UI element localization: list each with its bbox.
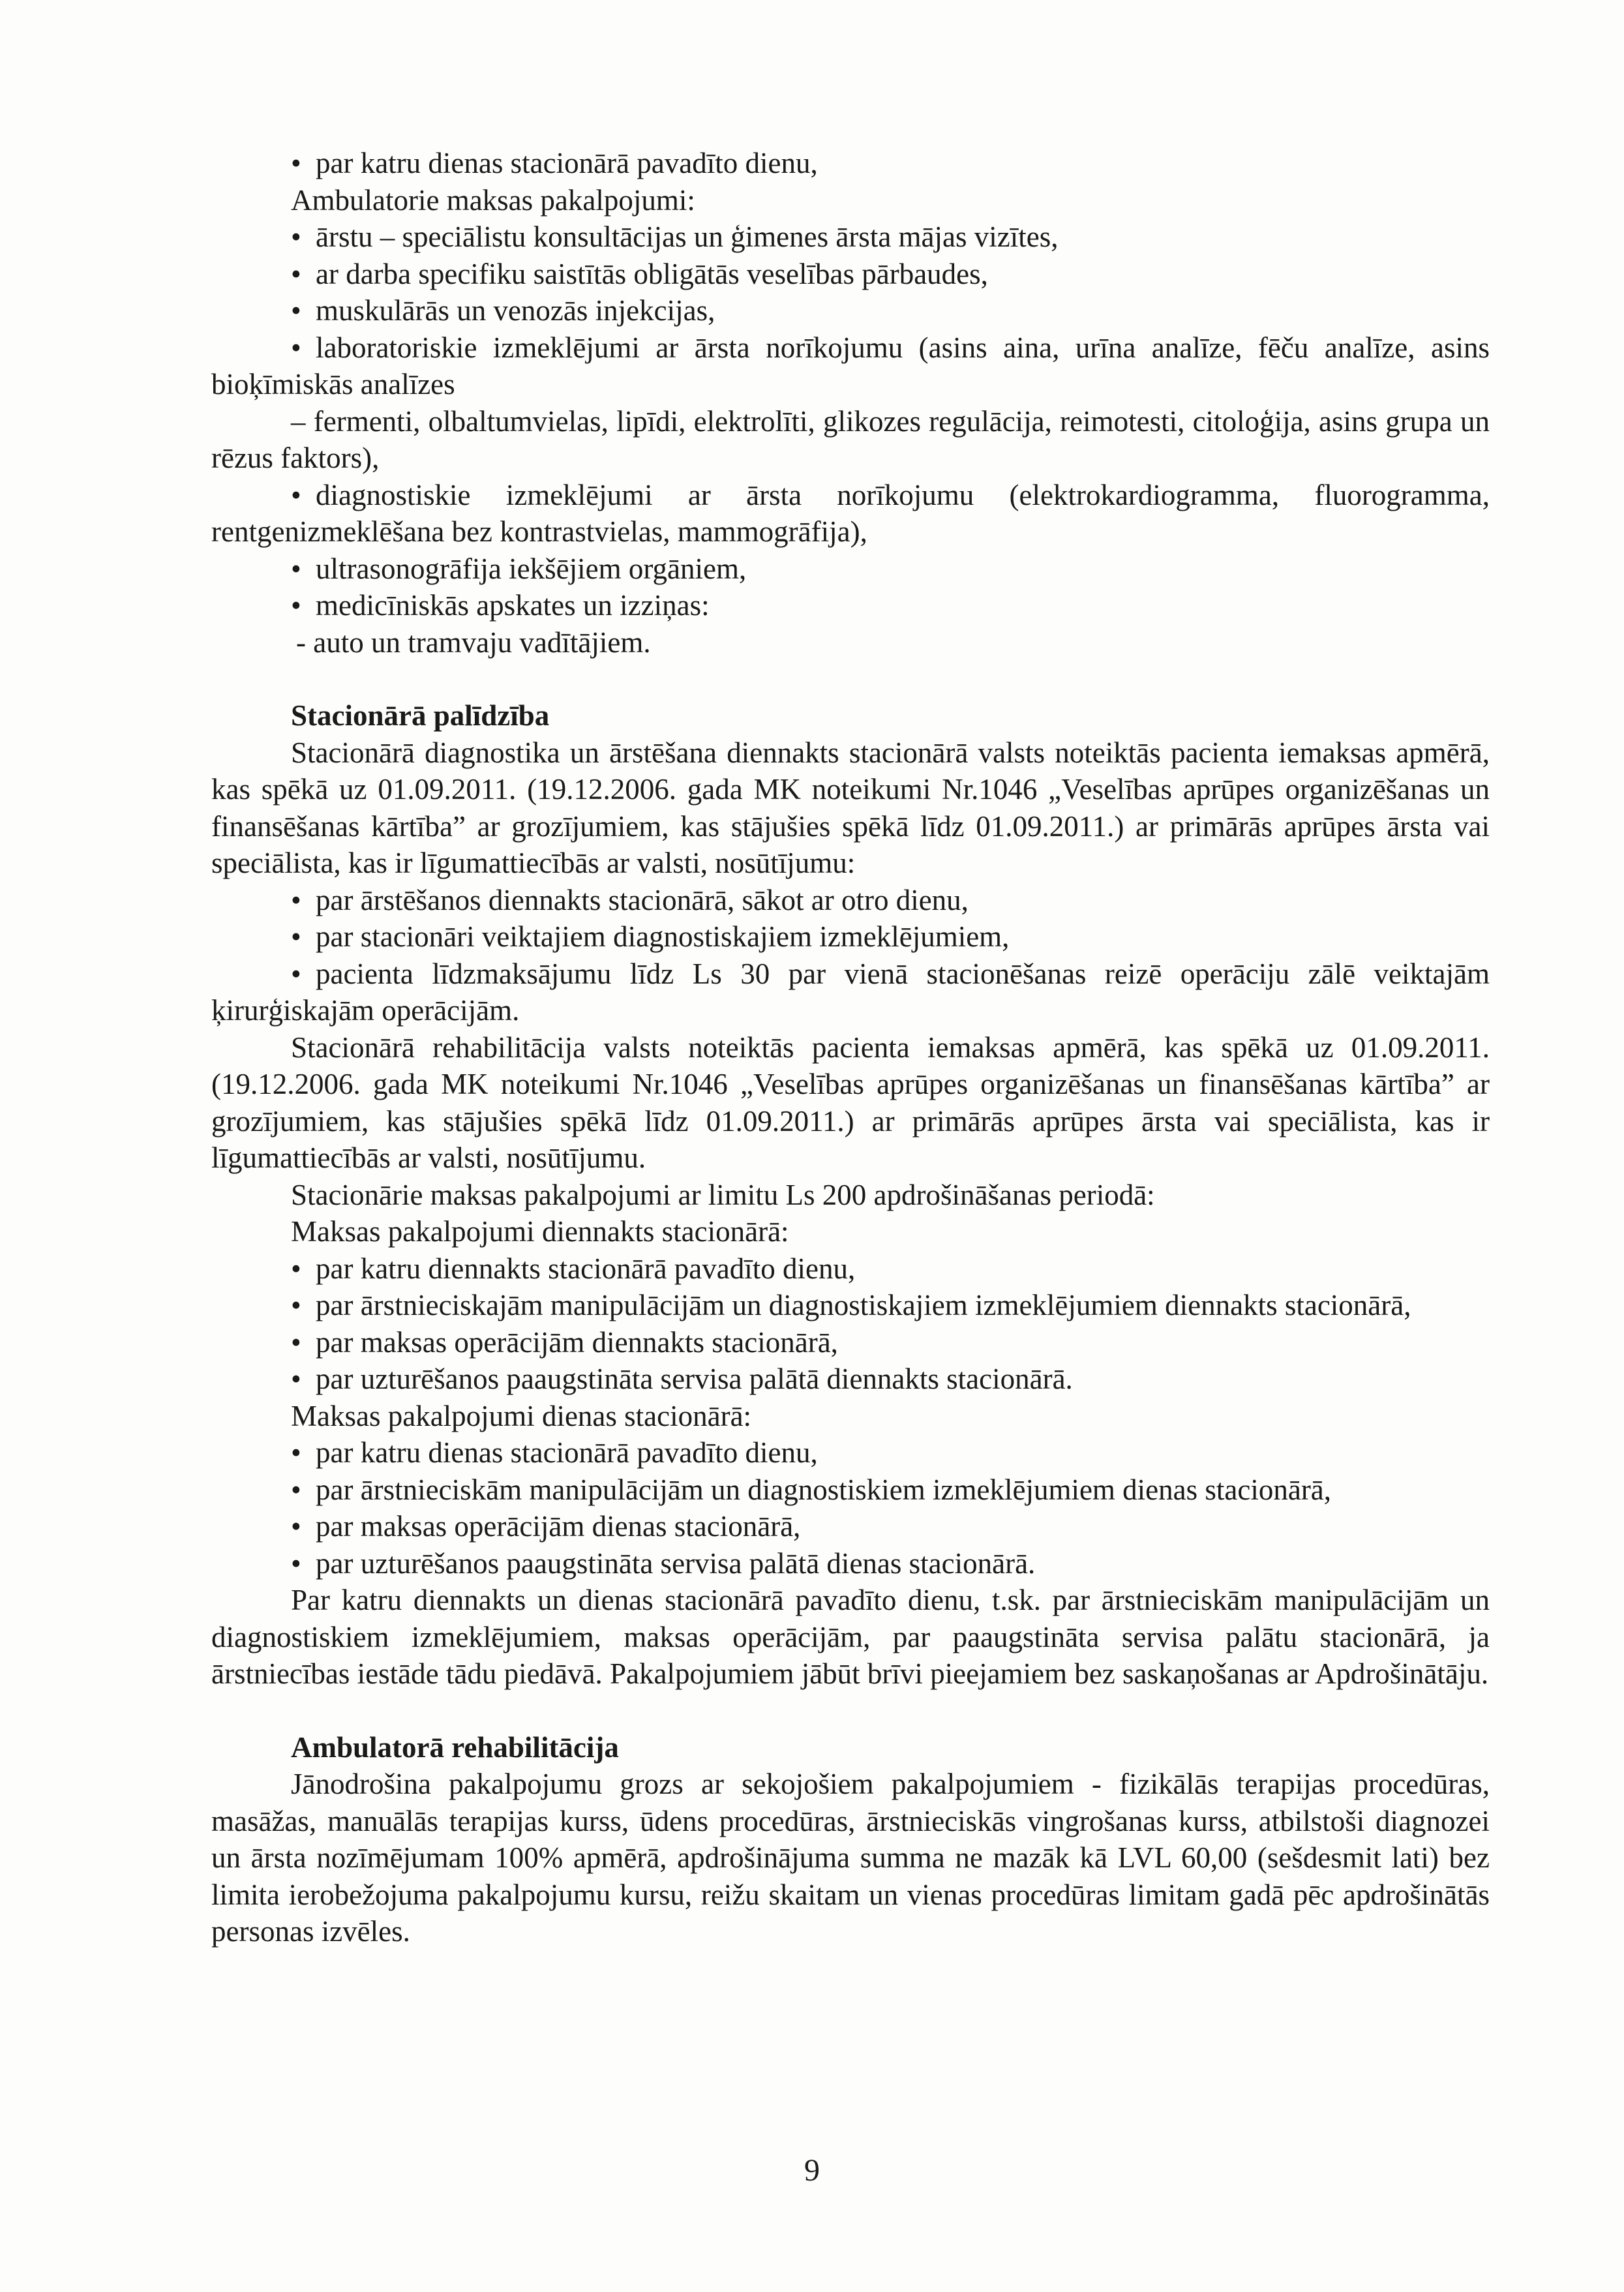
paragraph-label: Maksas pakalpojumi dienas stacionārā: <box>291 1399 752 1432</box>
bullet-item: • muskulārās un venozās injekcijas, <box>211 292 1490 329</box>
paragraph: Jānodrošina pakalpojumu grozs ar sekojošiem pakalpojumiem - fizikālās terapijas procedūras, masāžas, manuālās terapijas kurss, ūdens procedūras, ārstnieciskās vingrošanas kurss, atbilstoši diagnozei un ārsta nozīmējumam 100% apmērā, apdrošinājuma summa ne mazāk kā LVL 60,00 (sešdesmit lati) bez limita ierobežojuma pakalpojumu kursu, reižu skaitam un vienas procedūras limitam gadā pēc apdrošinātās personas izvēles. <box>211 1768 1490 1948</box>
bullet-item: • par uzturēšanos paaugstināta servisa palātā diennakts stacionārā. <box>211 1361 1490 1398</box>
bullet-item: • diagnostiskie izmeklējumi ar ārsta norīkojumu (elektrokardiogramma, fluorogramma, rentgenizmeklēšana bez kontrastvielas, mammogrāfija), <box>211 477 1490 550</box>
bullet-item: • medicīniskās apskates un izziņas: <box>211 587 1490 624</box>
bullet-item: • par ārstnieciskajām manipulācijām un diagnostiskajiem izmeklējumiem diennakts stacionārā, <box>211 1287 1490 1324</box>
section-heading-ambulatora: Ambulatorā rehabilitācija <box>291 1730 619 1764</box>
section-heading-stacionara: Stacionārā palīdzība <box>291 699 550 732</box>
bullet-item: • par katru dienas stacionārā pavadīto dienu, <box>211 145 1490 182</box>
document-body <box>211 145 1490 1950</box>
bullet-item: • pacienta līdzmaksājumu līdz Ls 30 par vienā stacionēšanas reizē operāciju zālē veiktajām ķirurģiskajām operācijām. <box>211 956 1490 1029</box>
paragraph: Stacionārā diagnostika un ārstēšana diennakts stacionārā valsts noteiktās pacienta iemaksas apmērā, kas spēkā uz 01.09.2011. (19.12.2006. gada MK noteikumi Nr.1046 „Veselības aprūpes organizēšanas un finansēšanas kārtība” ar grozījumiem, kas stājušies spēkā līdz 01.09.2011.) ar primārās aprūpes ārsta vai speciālista, kas ir līgumattiecībās ar valsti, nosūtījumu: <box>211 736 1490 879</box>
paragraph-label: Ambulatorie maksas pakalpojumi: <box>291 183 695 217</box>
bullet-item: • par uzturēšanos paaugstināta servisa palātā dienas stacionārā. <box>211 1545 1490 1582</box>
bullet-item: • par maksas operācijām dienas stacionārā, <box>211 1508 1490 1545</box>
bullet-item: • laboratoriskie izmeklējumi ar ārsta norīkojumu (asins aina, urīna analīze, fēču analīze, asins bioķīmiskās analīzes <box>211 329 1490 403</box>
paragraph-label: Maksas pakalpojumi diennakts stacionārā: <box>291 1215 789 1248</box>
bullet-item: • ārstu – speciālistu konsultācijas un ģimenes ārsta mājas vizītes, <box>211 219 1490 256</box>
bullet-item: • par ārstēšanos diennakts stacionārā, sākot ar otro dienu, <box>211 882 1490 919</box>
bullet-item: • ar darba specifiku saistītās obligātās veselības pārbaudes, <box>211 256 1490 293</box>
bullet-item: • par katru dienas stacionārā pavadīto dienu, <box>211 1434 1490 1471</box>
paragraph: Par katru diennakts un dienas stacionārā pavadīto dienu, t.sk. par ārstnieciskām manipulācijām un diagnostiskiem izmeklējumiem, maksas operācijām, par paaugstināta servisa palātu stacionārā, ja ārstniecības iestāde tādu piedāvā. Pakalpojumiem jābūt brīvi pieejamiem bez saskaņošanas ar Apdrošinātāju. <box>211 1584 1490 1690</box>
page-number: 9 <box>804 2153 820 2188</box>
bullet-item: • par stacionāri veiktajiem diagnostiskajiem izmeklējumiem, <box>211 918 1490 956</box>
paragraph-label: Stacionārie maksas pakalpojumi ar limitu Ls 200 apdrošināšanas periodā: <box>291 1178 1155 1211</box>
paragraph: Stacionārā rehabilitācija valsts noteiktās pacienta iemaksas apmērā, kas spēkā uz 01.09.2011. (19.12.2006. gada MK noteikumi Nr.1046 „Veselības aprūpes organizēšanas un finansēšanas kārtība” ar grozījumiem, kas stājušies spēkā līdz 01.09.2011.) ar primārās aprūpes ārsta vai speciālista, kas ir līgumattiecībās ar valsti, nosūtījumu. <box>211 1031 1490 1174</box>
paragraph-continuation: – fermenti, olbaltumvielas, lipīdi, elektrolīti, glikozes regulācija, reimotesti, citoloģija, asins grupa un rēzus faktors), <box>211 404 1490 474</box>
bullet-item: • ultrasonogrāfija iekšējiem orgāniem, <box>211 550 1490 588</box>
sub-item: - auto un tramvaju vadītājiem. <box>296 626 651 659</box>
bullet-item: • par katru diennakts stacionārā pavadīto dienu, <box>211 1250 1490 1288</box>
bullet-item: • par maksas operācijām diennakts stacionārā, <box>211 1324 1490 1361</box>
bullet-item: • par ārstnieciskām manipulācijām un diagnostiskiem izmeklējumiem dienas stacionārā, <box>211 1471 1490 1509</box>
